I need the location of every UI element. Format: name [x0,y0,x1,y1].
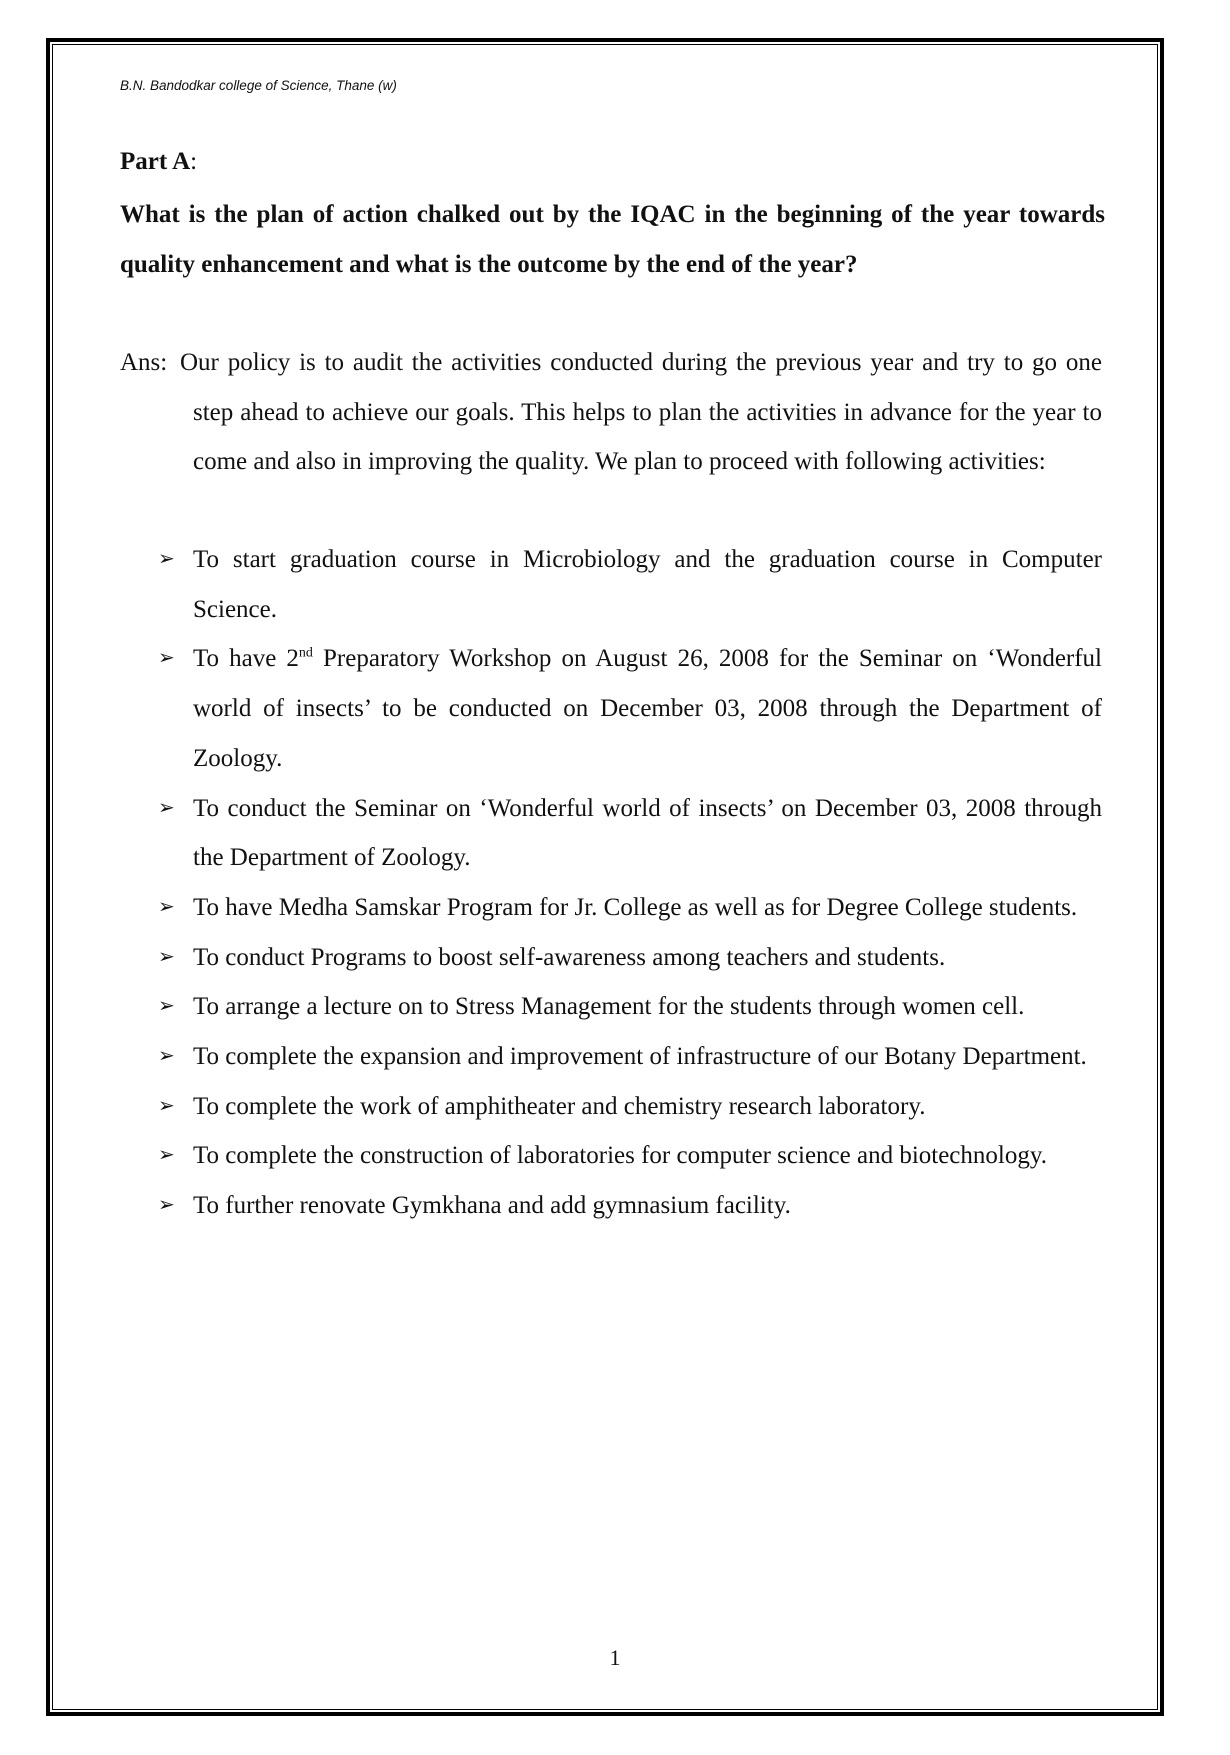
list-item [158,634,1102,783]
list-item-text: To complete the expansion and improvement of infrastructure of our Botany Department. [193,1043,1087,1071]
list-item-text: To start graduation course in Microbiology and the graduation course in Computer Science. [193,546,1102,623]
list-item-text: To have Medha Samskar Program for Jr. College as well as for Degree College students. [193,893,1078,921]
activities-list [158,535,1102,1231]
list-item-text-cont: Preparatory Workshop on August 26, 2008 for the Seminar on ‘Wonderful world of insects’ to be conducted on December 03, 2008 through the Department of Zoology. [193,645,1103,772]
arrowhead-bullet-icon: ➢ [158,1194,175,1217]
arrowhead-bullet-icon: ➢ [158,1144,175,1167]
list-item-text: To have 2 [193,645,299,673]
list-item [158,784,1102,883]
list-item-text: To conduct the Seminar on ‘Wonderful world of insects’ on December 03, 2008 through the Department of Zoology. [193,794,1102,872]
arrowhead-bullet-icon: ➢ [158,945,175,968]
arrowhead-bullet-icon: ➢ [158,995,175,1018]
list-item [158,535,1102,634]
arrowhead-bullet-icon: ➢ [158,895,175,918]
answer-paragraph [120,338,1102,487]
running-header: B.N. Bandodkar college of Science, Thane (w) [120,78,397,93]
list-item [158,1032,1102,1082]
list-item [158,1131,1102,1181]
list-item-text: To complete the construction of laboratories for computer science and biotechnology. [193,1142,1047,1170]
arrowhead-bullet-icon: ➢ [158,548,175,570]
part-colon: : [190,148,198,175]
section-heading [120,148,197,176]
arrowhead-bullet-icon: ➢ [158,1045,175,1068]
part-label: Part A [120,148,191,175]
list-item-text: To further renovate Gymkhana and add gymnasium facility. [193,1192,791,1220]
question-heading: What is the plan of action chalked out by the IQAC in the beginning of the year towards quality enhancement and what is the outcome by the end of the year? [120,201,1105,278]
ordinal-suffix: nd [298,646,313,662]
answer-label: Ans: [120,349,168,376]
answer-body [120,338,1102,487]
arrowhead-bullet-icon: ➢ [158,1094,175,1117]
list-item [158,883,1102,933]
list-item [158,1082,1102,1132]
answer-text: Our policy is to audit the activities conducted during the previous year and try to go one step ahead to achieve our goals. This helps to plan the activities in advance for the year to come and also in improving the quality. We plan to proceed with following activities: [180,349,1102,476]
list-item-text: To conduct Programs to boost self-awareness among teachers and students. [193,943,946,971]
arrowhead-bullet-icon: ➢ [158,796,175,819]
page-number: 1 [609,1645,621,1670]
list-item [158,1181,1102,1231]
list-item [158,982,1102,1032]
list-item-text: To complete the work of amphitheater and chemistry research laboratory. [193,1092,926,1120]
arrowhead-bullet-icon: ➢ [158,647,175,670]
list-item-text: To arrange a lecture on to Stress Management for the students through women cell. [193,993,1025,1021]
list-item [158,933,1102,983]
